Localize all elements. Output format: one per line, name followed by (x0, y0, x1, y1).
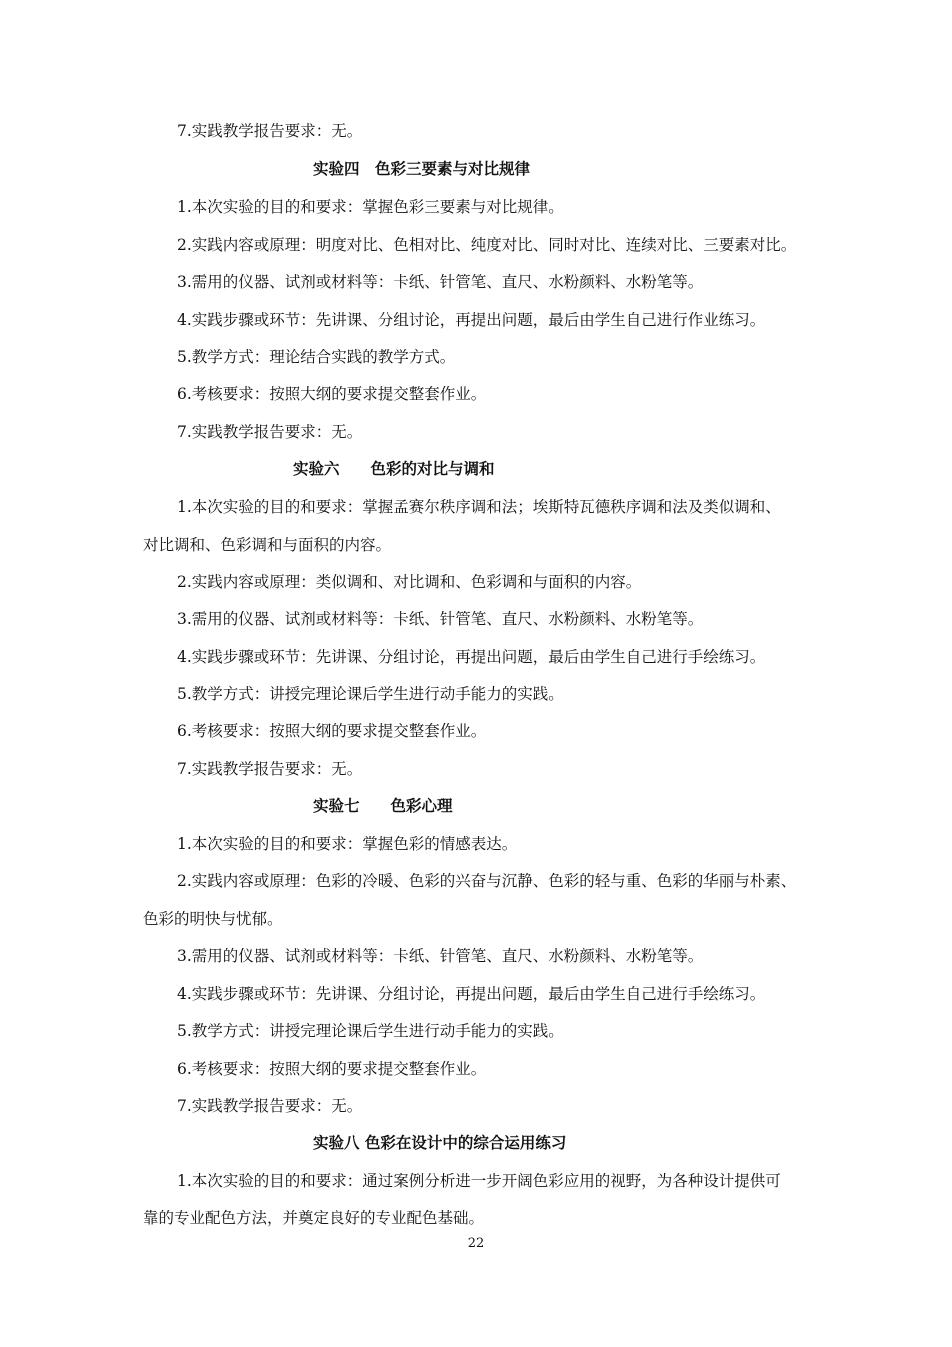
paragraph-continuation: 靠的专业配色方法，并奠定良好的专业配色基础。 (143, 1209, 485, 1227)
paragraph: 6.考核要求：按照大纲的要求提交整套作业。 (177, 385, 487, 403)
paragraph: 7.实践教学报告要求：无。 (177, 423, 363, 441)
paragraph: 5.教学方式：讲授完理论课后学生进行动手能力的实践。 (177, 1022, 564, 1040)
paragraph: 5.教学方式：理论结合实践的教学方式。 (177, 348, 456, 366)
paragraph: 4.实践步骤或环节：先讲课、分组讨论，再提出问题，最后由学生自己进行手绘练习。 (177, 985, 766, 1003)
paragraph: 4.实践步骤或环节：先讲课、分组讨论，再提出问题，最后由学生自己进行作业练习。 (177, 311, 766, 329)
paragraph: 4.实践步骤或环节：先讲课、分组讨论，再提出问题，最后由学生自己进行手绘练习。 (177, 648, 766, 666)
paragraph: 3.需用的仪器、试剂或材料等：卡纸、针管笔、直尺、水粉颜料、水粉笔等。 (177, 273, 704, 291)
paragraph: 2.实践内容或原理：类似调和、对比调和、色彩调和与面积的内容。 (177, 573, 642, 591)
section-heading-exp8: 实验八 色彩在设计中的综合运用练习 (313, 1134, 567, 1152)
paragraph-continuation: 对比调和、色彩调和与面积的内容。 (143, 536, 392, 554)
paragraph: 3.需用的仪器、试剂或材料等：卡纸、针管笔、直尺、水粉颜料、水粉笔等。 (177, 610, 704, 628)
paragraph: 2.实践内容或原理：色彩的冷暖、色彩的兴奋与沉静、色彩的轻与重、色彩的华丽与朴素、 (177, 872, 797, 890)
paragraph: 6.考核要求：按照大纲的要求提交整套作业。 (177, 722, 487, 740)
paragraph: 5.教学方式：讲授完理论课后学生进行动手能力的实践。 (177, 685, 564, 703)
paragraph-continuation: 色彩的明快与忧郁。 (143, 910, 283, 928)
paragraph: 3.需用的仪器、试剂或材料等：卡纸、针管笔、直尺、水粉颜料、水粉笔等。 (177, 947, 704, 965)
section-heading-exp6: 实验六 色彩的对比与调和 (293, 460, 495, 478)
paragraph: 2.实践内容或原理：明度对比、色相对比、纯度对比、同时对比、连续对比、三要素对比。 (177, 236, 797, 254)
paragraph: 1.本次实验的目的和要求：掌握色彩的情感表达。 (177, 835, 518, 853)
section-heading-exp7: 实验七 色彩心理 (313, 797, 453, 815)
paragraph: 7.实践教学报告要求：无。 (177, 760, 363, 778)
section-heading-exp4: 实验四 色彩三要素与对比规律 (313, 160, 531, 178)
paragraph: 1.本次实验的目的和要求：掌握色彩三要素与对比规律。 (177, 198, 564, 216)
paragraph: 1.本次实验的目的和要求：掌握孟赛尔秩序调和法；埃斯特瓦德秩序调和法及类似调和、 (177, 498, 781, 516)
paragraph: 7.实践教学报告要求：无。 (177, 122, 363, 140)
paragraph: 6.考核要求：按照大纲的要求提交整套作业。 (177, 1060, 487, 1078)
page-number: 22 (467, 1236, 485, 1251)
paragraph: 1.本次实验的目的和要求：通过案例分析进一步开阔色彩应用的视野，为各种设计提供可 (177, 1172, 781, 1190)
paragraph: 7.实践教学报告要求：无。 (177, 1097, 363, 1115)
